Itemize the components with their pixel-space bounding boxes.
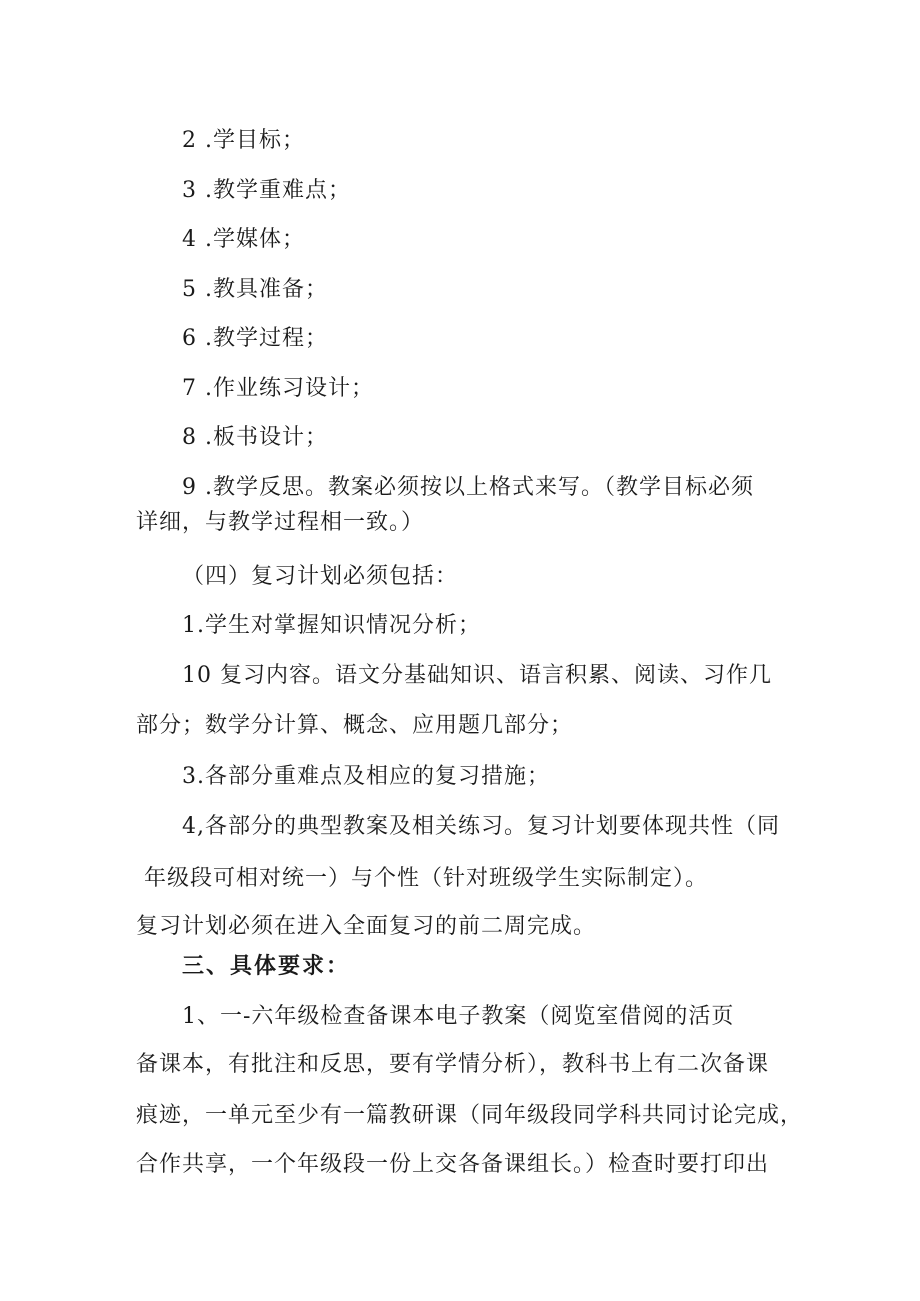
list-item-7: 7 .作业练习设计；	[182, 376, 374, 401]
list-item-9: 9 .教学反思。教案必须按以上格式来写。（教学目标必须	[182, 475, 754, 500]
list-item-3: 3 .教学重难点；	[182, 178, 351, 203]
review-item-2-continued: 部分；数学分计算、概念、应用题几部分；	[136, 713, 574, 738]
review-item-4-continued: 年级段可相对统一）与个性（针对班级学生实际制定）。	[136, 866, 708, 891]
review-deadline: 复习计划必须在进入全面复习的前二周完成。	[136, 914, 597, 939]
requirement-item-1-line-4: 合作共享，一个年级段一份上交各备课组长。）检查时要打印出	[136, 1152, 770, 1177]
section-heading-specific-requirements: 三、具体要求：	[182, 954, 351, 979]
requirement-item-1: 1、一-六年级检查备课本电子教案（阅览室借阅的活页	[182, 1004, 735, 1029]
requirement-item-1-line-2: 备课本，有批注和反思，要有学情分析），教科书上有二次备课	[136, 1052, 770, 1077]
review-item-1: 1.学生对掌握知识情况分析；	[182, 613, 481, 638]
list-item-2: 2 .学目标；	[182, 128, 305, 153]
list-item-5: 5 .教具准备；	[182, 277, 328, 302]
review-item-3: 3.各部分重难点及相应的复习措施；	[182, 764, 550, 789]
review-item-2: 10 复习内容。语文分基础知识、语言积累、阅读、习作几	[182, 663, 772, 688]
list-item-8: 8 .板书设计；	[182, 425, 328, 450]
review-item-4: 4,各部分的典型教案及相关练习。复习计划要体现共性（同	[182, 814, 780, 839]
list-item-4: 4 .学媒体；	[182, 227, 305, 252]
list-item-9-continued: 详细，与教学过程相一致。）	[136, 510, 425, 535]
list-item-6: 6 .教学过程；	[182, 326, 328, 351]
section-heading-4: （四）复习计划必须包括：	[182, 564, 459, 589]
requirement-item-1-line-3: 痕迹，一单元至少有一篇教研课（同年级段同学科共同讨论完成，	[136, 1103, 804, 1128]
